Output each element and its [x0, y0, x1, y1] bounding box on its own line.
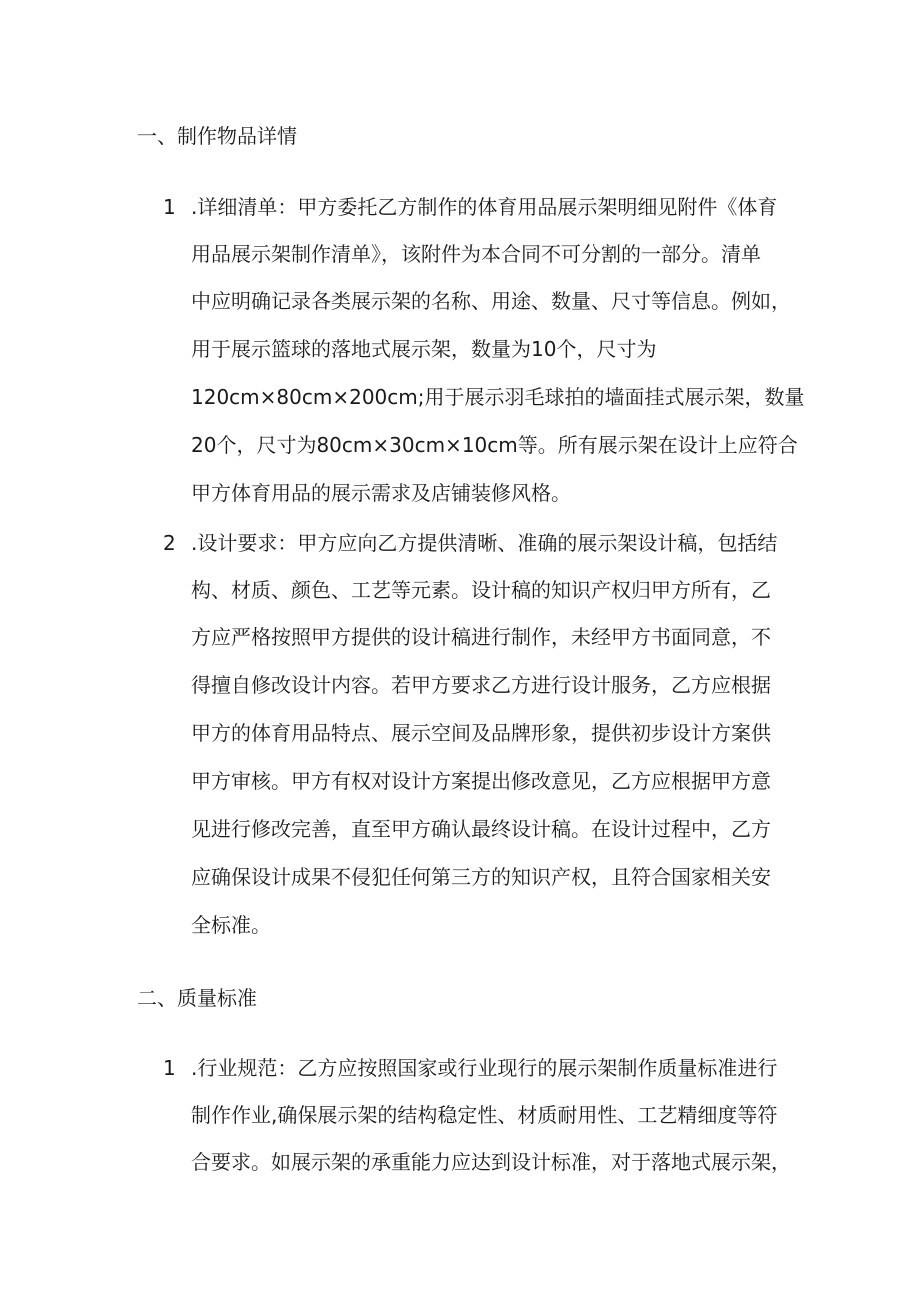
paragraph-line: .设计要求：甲方应向乙方提供清晰、准确的展示架设计稿，包括结 — [191, 531, 778, 555]
paragraph-line: 甲方体育用品的展示需求及店铺装修风格。 — [191, 481, 571, 505]
paragraph-line: 构、材质、颜色、工艺等元素。设计稿的知识产权归甲方所有，乙 — [191, 578, 771, 602]
paragraph-line: 中应明确记录各类展示架的名称、用途、数量、尺寸等信息。例如， — [191, 289, 791, 313]
section-heading-1: 一、制作物品详情 — [137, 124, 297, 148]
paragraph-line: 20个，尺寸为80cm×30cm×10cm等。所有展示架在设计上应符合 — [191, 433, 798, 457]
paragraph-line: 制作作业,确保展示架的结构稳定性、材质耐用性、工艺精细度等符 — [191, 1103, 778, 1127]
paragraph-line: 用品展示架制作清单》，该附件为本合同不可分割的一部分。清单 — [191, 242, 761, 266]
paragraph-line: 全标准。 — [191, 913, 271, 937]
paragraph-line: .详细清单：甲方委托乙方制作的体育用品展示架明细见附件《体育 — [191, 195, 778, 219]
item-number: 1 — [163, 195, 176, 219]
section-heading-2: 二、质量标准 — [137, 986, 257, 1010]
paragraph-line: .行业规范：乙方应按照国家或行业现行的展示架制作质量标准进行 — [191, 1056, 778, 1080]
item-number: 1 — [163, 1056, 176, 1080]
item-number: 2 — [163, 531, 176, 555]
paragraph-line: 应确保设计成果不侵犯任何第三方的知识产权，且符合国家相关安 — [191, 865, 771, 889]
paragraph-line: 见进行修改完善，直至甲方确认最终设计稿。在设计过程中，乙方 — [191, 817, 771, 841]
paragraph-line: 甲方的体育用品特点、展示空间及品牌形象，提供初步设计方案供 — [191, 721, 771, 745]
paragraph-line: 合要求。如展示架的承重能力应达到设计标准，对于落地式展示架， — [191, 1150, 791, 1174]
paragraph-line: 用于展示篮球的落地式展示架，数量为10个，尺寸为 — [191, 337, 657, 361]
paragraph-line: 得擅自修改设计内容。若甲方要求乙方进行设计服务，乙方应根据 — [191, 673, 771, 697]
paragraph-line: 120cm×80cm×200cm;用于展示羽毛球拍的墙面挂式展示架，数量 — [191, 385, 805, 409]
paragraph-line: 方应严格按照甲方提供的设计稿进行制作，未经甲方书面同意，不 — [191, 625, 771, 649]
paragraph-line: 甲方审核。甲方有权对设计方案提出修改意见，乙方应根据甲方意 — [191, 769, 771, 793]
